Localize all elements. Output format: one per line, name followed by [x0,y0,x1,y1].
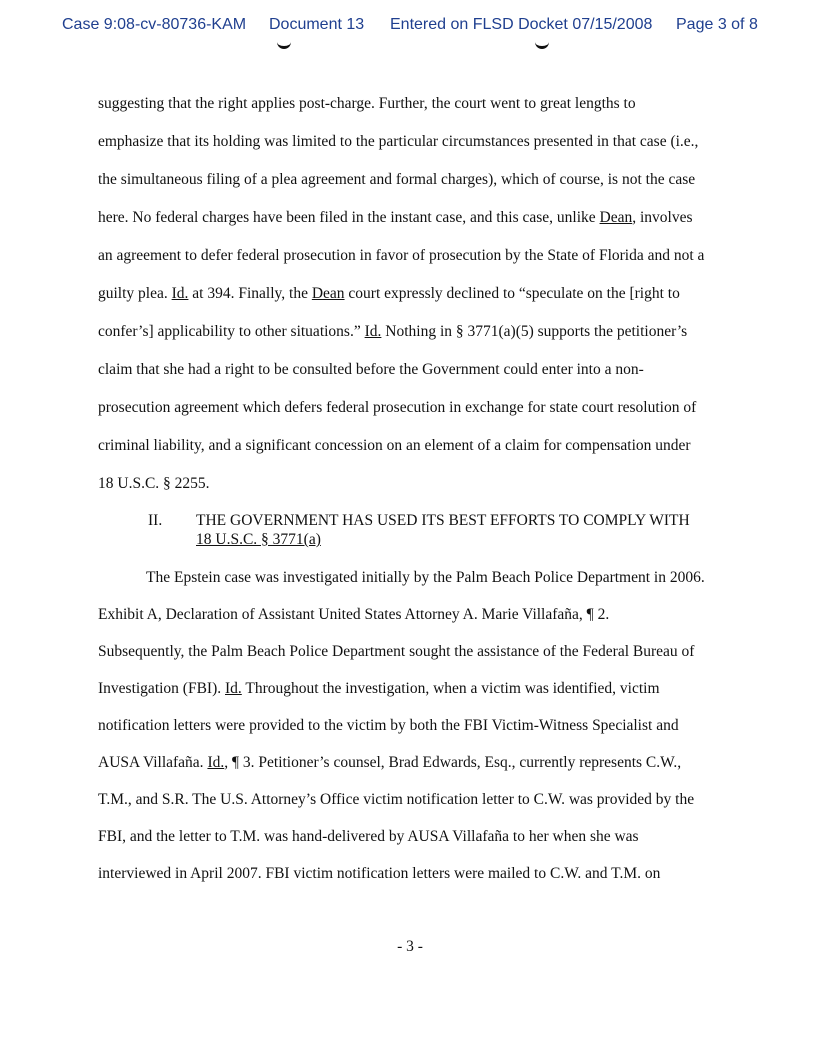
page-number: - 3 - [397,938,423,955]
text-line: the simultaneous filing of a plea agreement and formal charges), which of course, is not the case [98,171,696,188]
text-line: here. No federal charges have been filed in the instant case, and this case, unlike Dean, involves [98,209,693,226]
text-line: criminal liability, and a significant concession on an element of a claim for compensation under [98,437,691,454]
text-line: confer’s] applicability to other situations.” Id. Nothing in § 3771(a)(5) supports the petitioner’s [98,323,688,340]
citation-id: Id. [171,285,189,302]
text-line: Investigation (FBI). Id. Throughout the investigation, when a victim was identified, victim [98,680,660,697]
docket-entry: Entered on FLSD Docket 07/15/2008 [390,16,653,33]
text-line: prosecution agreement which defers federal prosecution in exchange for state court resolution of [98,399,697,416]
section-citation: 18 U.S.C. § 3771(a) [196,531,321,548]
text-line: notification letters were provided to the victim by both the FBI Victim-Witness Specialist and [98,717,679,734]
text-line: claim that she had a right to be consulted before the Government could enter into a non- [98,361,644,378]
text-line: Exhibit A, Declaration of Assistant United States Attorney A. Marie Villafaña, ¶ 2. [98,606,610,623]
text-line: 18 U.S.C. § 2255. [98,475,210,492]
case-number: Case 9:08-cv-80736-KAM [62,16,247,33]
hole-punch-mark [535,40,549,49]
document-number: Document 13 [269,16,365,33]
text-line: Subsequently, the Palm Beach Police Department sought the assistance of the Federal Bureau of [98,643,695,660]
section-title: THE GOVERNMENT HAS USED ITS BEST EFFORTS TO COMPLY WITH [196,512,690,529]
text-line: FBI, and the letter to T.M. was hand-delivered by AUSA Villafaña to her when she was [98,828,639,845]
citation-id: Id. [364,323,382,340]
text-line: The Epstein case was investigated initially by the Palm Beach Police Department in 2006. [146,569,705,586]
text-line: an agreement to defer federal prosecution in favor of prosecution by the State of Florida and not a [98,247,705,264]
text-line: AUSA Villafaña. Id., ¶ 3. Petitioner’s counsel, Brad Edwards, Esq., currently represents C.W., [98,754,682,771]
section-number: II. [148,512,163,529]
citation-id: Id. [207,754,225,771]
text-line: emphasize that its holding was limited to the particular circumstances presented in that case (i.e., [98,133,699,150]
citation-id: Id. [225,680,242,697]
page-indicator: Page 3 of 8 [676,16,758,33]
text-line: T.M., and S.R. The U.S. Attorney’s Office victim notification letter to C.W. was provided by the [98,791,695,808]
text-line: suggesting that the right applies post-charge. Further, the court went to great lengths to [98,95,636,112]
docket-header [0,16,820,40]
text-line: interviewed in April 2007. FBI victim notification letters were mailed to C.W. and T.M. on [98,865,661,882]
case-reference: Dean [599,209,633,226]
case-reference: Dean [311,285,345,302]
hole-punch-mark [277,40,291,49]
text-line: guilty plea. Id. at 394. Finally, the Dean court expressly declined to “speculate on the [right to [98,285,680,302]
